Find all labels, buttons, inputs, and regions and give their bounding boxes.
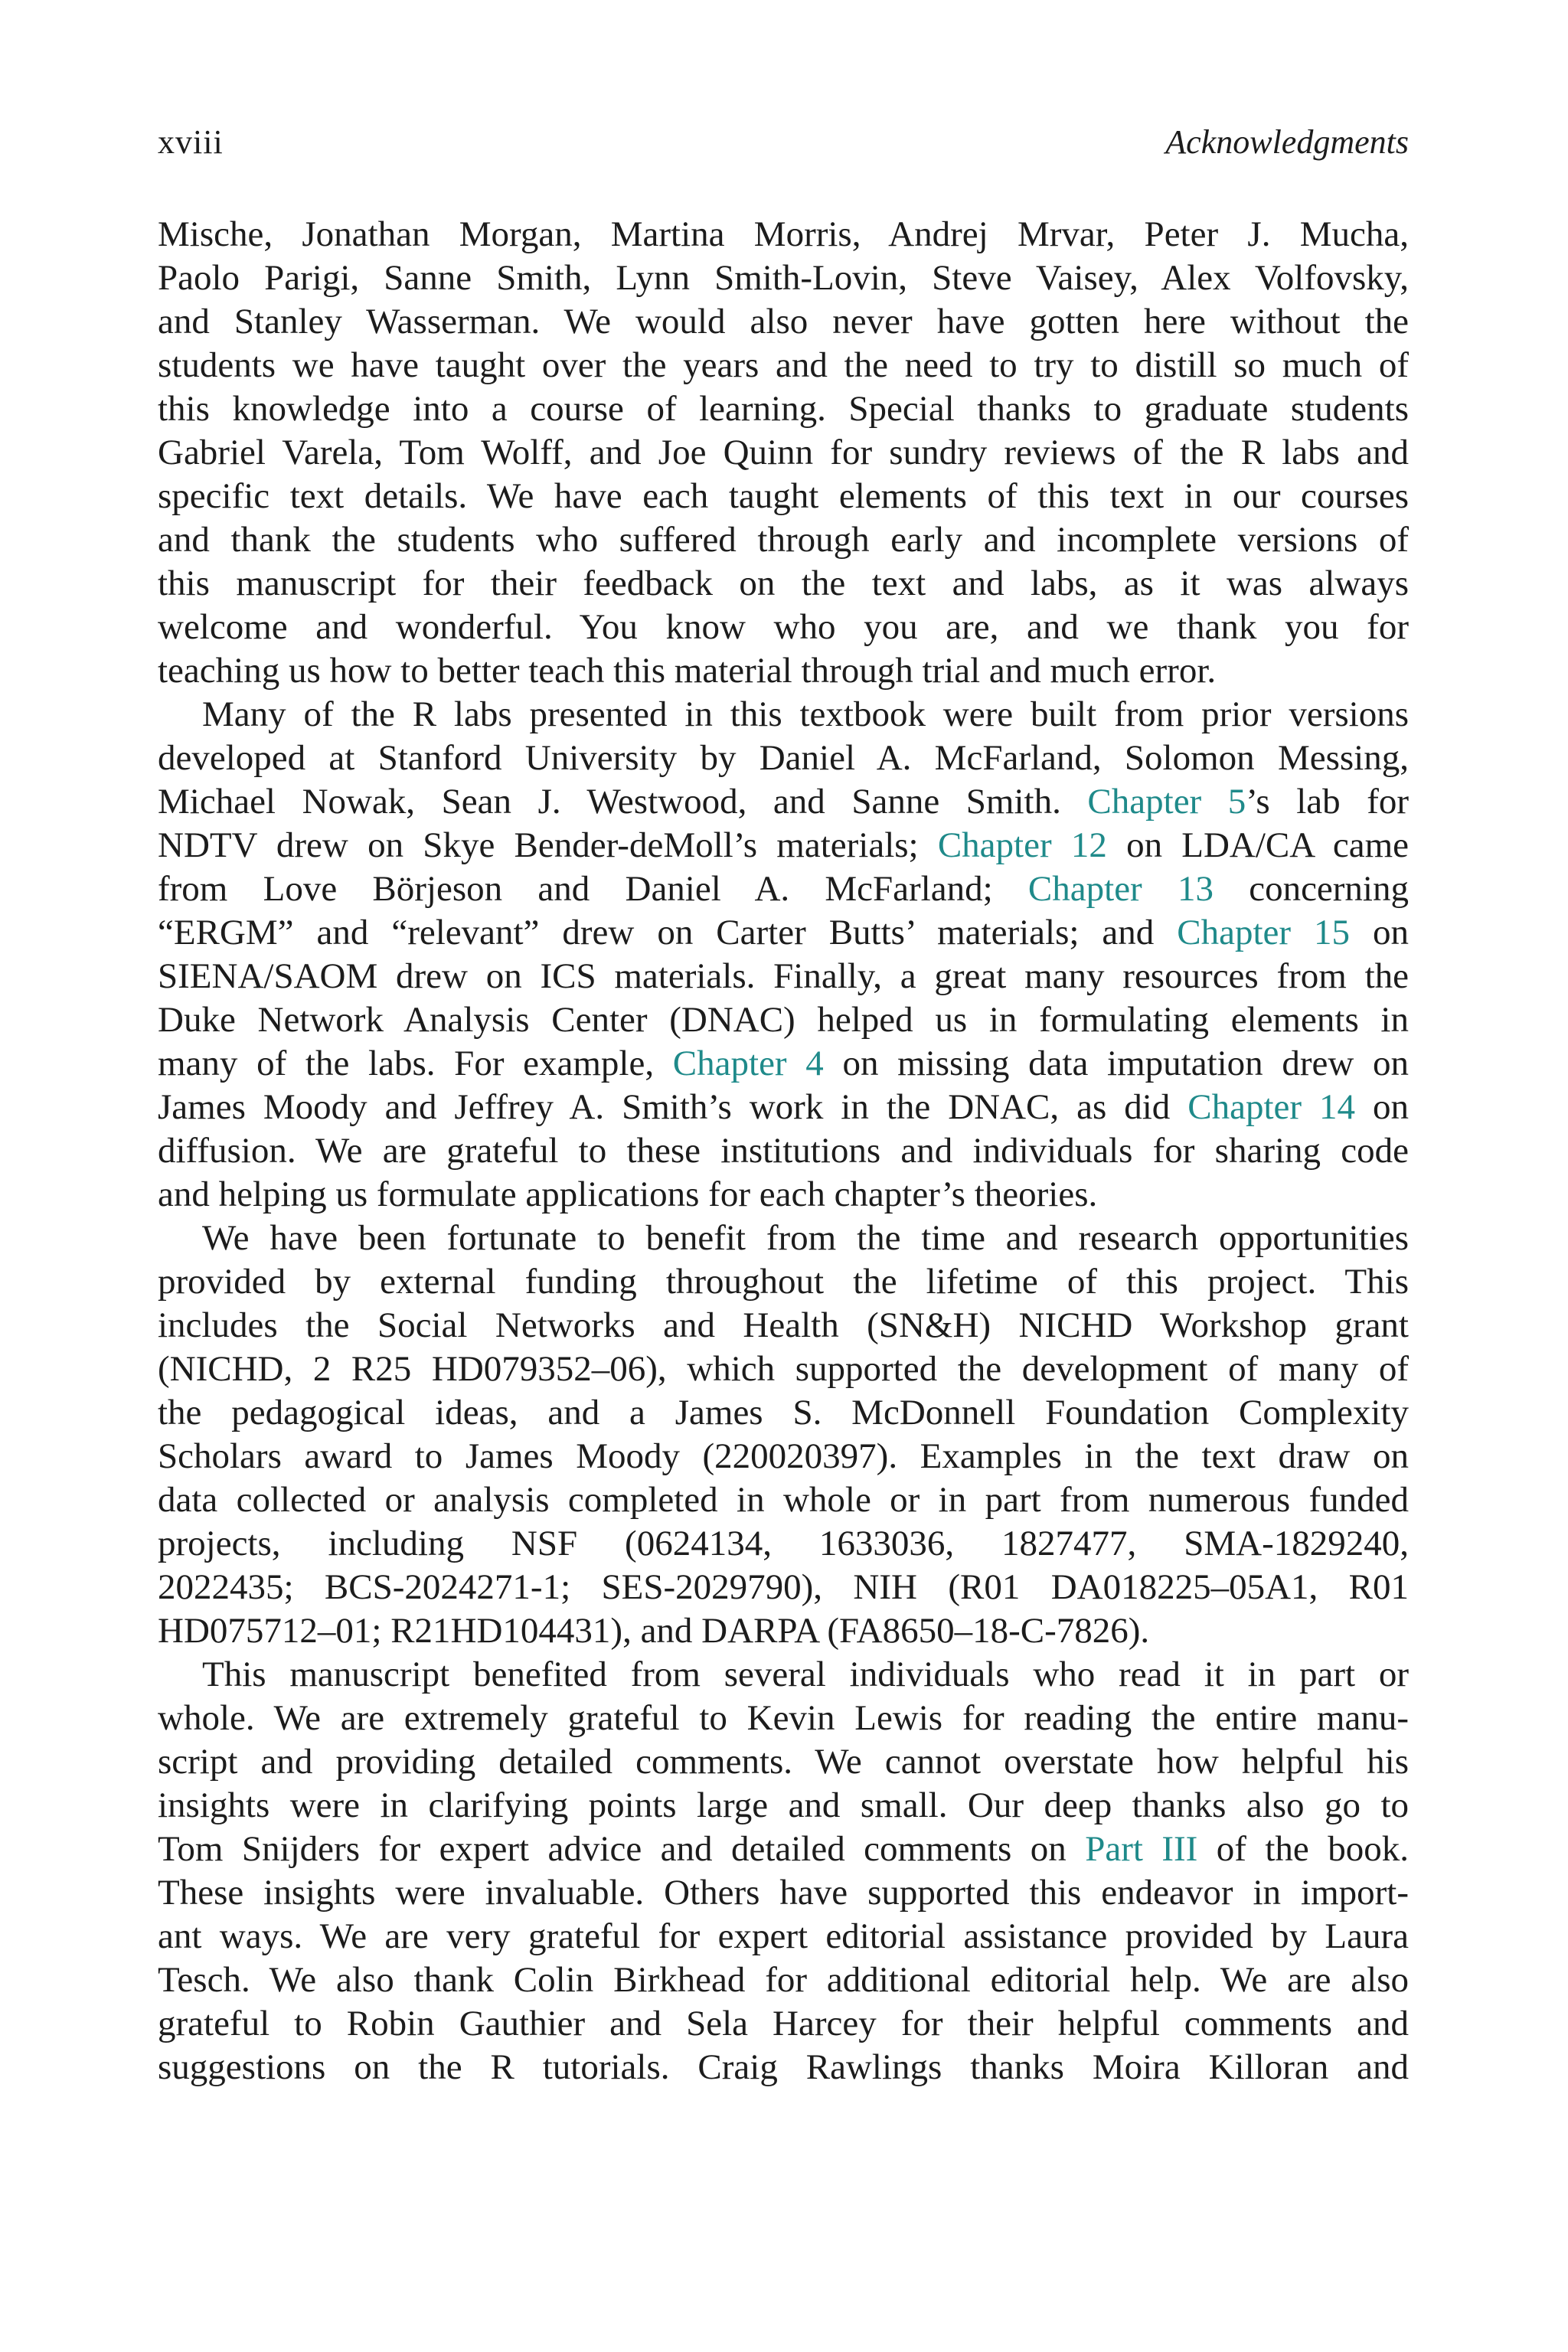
text-line xyxy=(158,737,1409,780)
text-line xyxy=(158,1653,1409,1697)
text-line xyxy=(158,1391,1409,1435)
text-run: this knowledge into a course of learning. Special thanks to graduate students xyxy=(158,389,1409,429)
cross-reference-link[interactable]: Part III xyxy=(1085,1829,1198,1869)
text-line xyxy=(158,1828,1409,1871)
text-line xyxy=(158,213,1409,256)
text-run: Gabriel Varela, Tom Wolff, and Joe Quinn for sundry reviews of the R labs and xyxy=(158,433,1409,472)
text-line xyxy=(158,344,1409,387)
cross-reference-link[interactable]: Chapter 13 xyxy=(1027,869,1214,909)
text-run: the pedagogical ideas, and a James S. McDonnell Foundation Complexity xyxy=(158,1393,1409,1432)
text-run: HD075712–01; R21HD104431), and DARPA (FA8650–18-C-7826). xyxy=(158,1611,1150,1651)
text-run: 2022435; BCS-2024271-1; SES-2029790), NIH (R01 DA018225–05A1, R01 xyxy=(158,1567,1409,1607)
text-line xyxy=(158,518,1409,562)
paragraph-1 xyxy=(158,213,1409,693)
text-line xyxy=(158,562,1409,606)
text-line xyxy=(158,867,1409,911)
acknowledgments-body xyxy=(158,213,1409,2089)
text-run: on missing data imputation drew on xyxy=(823,1044,1410,1083)
text-run: Many of the R labs presented in this textbook were built from prior versions xyxy=(202,694,1409,734)
text-line xyxy=(158,955,1409,998)
text-run: (NICHD, 2 R25 HD079352–06), which supported the development of many of xyxy=(158,1349,1409,1389)
text-run: on xyxy=(1350,913,1409,952)
text-run: We have been fortunate to benefit from the time and research opportunities xyxy=(202,1218,1409,1258)
text-line xyxy=(158,387,1409,431)
text-run: ’s lab for xyxy=(1246,782,1409,822)
text-run: Scholars award to James Moody (220020397). Examples in the text draw on xyxy=(158,1436,1409,1476)
text-run: concerning xyxy=(1213,869,1409,909)
text-line xyxy=(158,911,1409,955)
page-header xyxy=(158,119,1409,165)
text-run: suggestions on the R tutorials. Craig Rawlings thanks Moira Killoran and xyxy=(158,2047,1409,2087)
text-run: This manuscript benefited from several individuals who read it in part or xyxy=(202,1655,1409,1694)
text-run: Michael Nowak, Sean J. Westwood, and Sanne Smith. xyxy=(158,782,1088,822)
text-run: students we have taught over the years and the need to try to distill so much of xyxy=(158,345,1409,385)
text-run: on xyxy=(1355,1087,1410,1127)
text-run: whole. We are extremely grateful to Kevin Lewis for reading the entire manu- xyxy=(158,1698,1409,1738)
text-line xyxy=(158,431,1409,475)
paragraph-2 xyxy=(158,693,1409,1217)
text-line xyxy=(158,1522,1409,1566)
text-line xyxy=(158,693,1409,737)
cross-reference-link[interactable]: Chapter 12 xyxy=(937,825,1107,865)
text-run: “ERGM” and “relevant” drew on Carter Butts’ materials; and xyxy=(158,913,1178,952)
text-line xyxy=(158,475,1409,518)
page-number: xviii xyxy=(158,123,224,161)
text-run: of the book. xyxy=(1197,1829,1409,1869)
text-line xyxy=(158,606,1409,649)
text-run: Mische, Jonathan Morgan, Martina Morris, Andrej Mrvar, Peter J. Mucha, xyxy=(158,214,1409,254)
paragraph-4 xyxy=(158,1653,1409,2089)
text-line xyxy=(158,824,1409,867)
text-run: includes the Social Networks and Health (SN&H) NICHD Workshop grant xyxy=(158,1305,1409,1345)
text-run: developed at Stanford University by Daniel A. McFarland, Solomon Messing, xyxy=(158,738,1409,778)
running-head: Acknowledgments xyxy=(1165,123,1409,161)
text-run: this manuscript for their feedback on the text and labs, as it was always xyxy=(158,564,1409,603)
text-line xyxy=(158,1740,1409,1784)
text-run: many of the labs. For example, xyxy=(158,1044,673,1083)
paragraph-3 xyxy=(158,1217,1409,1653)
text-run: and Stanley Wasserman. We would also never have gotten here without the xyxy=(158,302,1409,341)
text-line xyxy=(158,1260,1409,1304)
text-run: from Love Börjeson and Daniel A. McFarland; xyxy=(158,869,1028,909)
text-line xyxy=(158,1217,1409,1260)
text-run: on LDA/CA came xyxy=(1106,825,1409,865)
text-run: welcome and wonderful. You know who you are, and we thank you for xyxy=(158,607,1409,647)
text-line xyxy=(158,1871,1409,1915)
text-run: script and providing detailed comments. We cannot overstate how helpful his xyxy=(158,1742,1409,1782)
text-run: Duke Network Analysis Center (DNAC) helped us in formulating elements in xyxy=(158,1000,1409,1040)
text-line xyxy=(158,1566,1409,1609)
text-run: SIENA/SAOM drew on ICS materials. Finally, a great many resources from the xyxy=(158,956,1409,996)
text-run: projects, including NSF (0624134, 1633036, 1827477, SMA-1829240, xyxy=(158,1524,1409,1563)
text-line xyxy=(158,780,1409,824)
text-run: and helping us formulate applications for each chapter’s theories. xyxy=(158,1174,1098,1214)
text-run: data collected or analysis completed in whole or in part from numerous funded xyxy=(158,1480,1409,1520)
text-line xyxy=(158,1042,1409,1086)
text-run: and thank the students who suffered through early and incomplete versions of xyxy=(158,520,1409,560)
text-line xyxy=(158,649,1409,693)
text-line xyxy=(158,1129,1409,1173)
text-run: grateful to Robin Gauthier and Sela Harcey for their helpful comments and xyxy=(158,2004,1409,2043)
text-line xyxy=(158,2046,1409,2089)
text-line xyxy=(158,2002,1409,2046)
text-line xyxy=(158,1784,1409,1828)
cross-reference-link[interactable]: Chapter 5 xyxy=(1087,782,1246,822)
text-line xyxy=(158,256,1409,300)
text-line xyxy=(158,1609,1409,1653)
text-run: NDTV drew on Skye Bender-deMoll’s materials; xyxy=(158,825,938,865)
text-run: ant ways. We are very grateful for expert editorial assistance provided by Laura xyxy=(158,1916,1409,1956)
text-line xyxy=(158,1173,1409,1217)
text-line xyxy=(158,1478,1409,1522)
text-run: Paolo Parigi, Sanne Smith, Lynn Smith-Lovin, Steve Vaisey, Alex Volfovsky, xyxy=(158,258,1409,298)
cross-reference-link[interactable]: Chapter 15 xyxy=(1177,913,1351,952)
text-line xyxy=(158,1915,1409,1958)
text-line xyxy=(158,1958,1409,2002)
text-run: James Moody and Jeffrey A. Smith’s work in the DNAC, as did xyxy=(158,1087,1188,1127)
text-run: teaching us how to better teach this material through trial and much error. xyxy=(158,651,1217,691)
text-line xyxy=(158,1086,1409,1129)
text-run: These insights were invaluable. Others have supported this endeavor in import- xyxy=(158,1873,1409,1913)
text-line xyxy=(158,1697,1409,1740)
cross-reference-link[interactable]: Chapter 4 xyxy=(672,1044,824,1083)
text-line xyxy=(158,1435,1409,1478)
cross-reference-link[interactable]: Chapter 14 xyxy=(1187,1087,1356,1127)
text-run: Tesch. We also thank Colin Birkhead for additional editorial help. We are also xyxy=(158,1960,1409,2000)
text-run: Tom Snijders for expert advice and detailed comments on xyxy=(158,1829,1086,1869)
text-line xyxy=(158,1348,1409,1391)
text-line xyxy=(158,998,1409,1042)
text-line xyxy=(158,1304,1409,1348)
text-run: provided by external funding throughout the lifetime of this project. This xyxy=(158,1262,1409,1302)
text-run: insights were in clarifying points large and small. Our deep thanks also go to xyxy=(158,1785,1409,1825)
text-run: diffusion. We are grateful to these institutions and individuals for sharing code xyxy=(158,1131,1409,1171)
text-run: specific text details. We have each taught elements of this text in our courses xyxy=(158,476,1409,516)
text-line xyxy=(158,300,1409,344)
